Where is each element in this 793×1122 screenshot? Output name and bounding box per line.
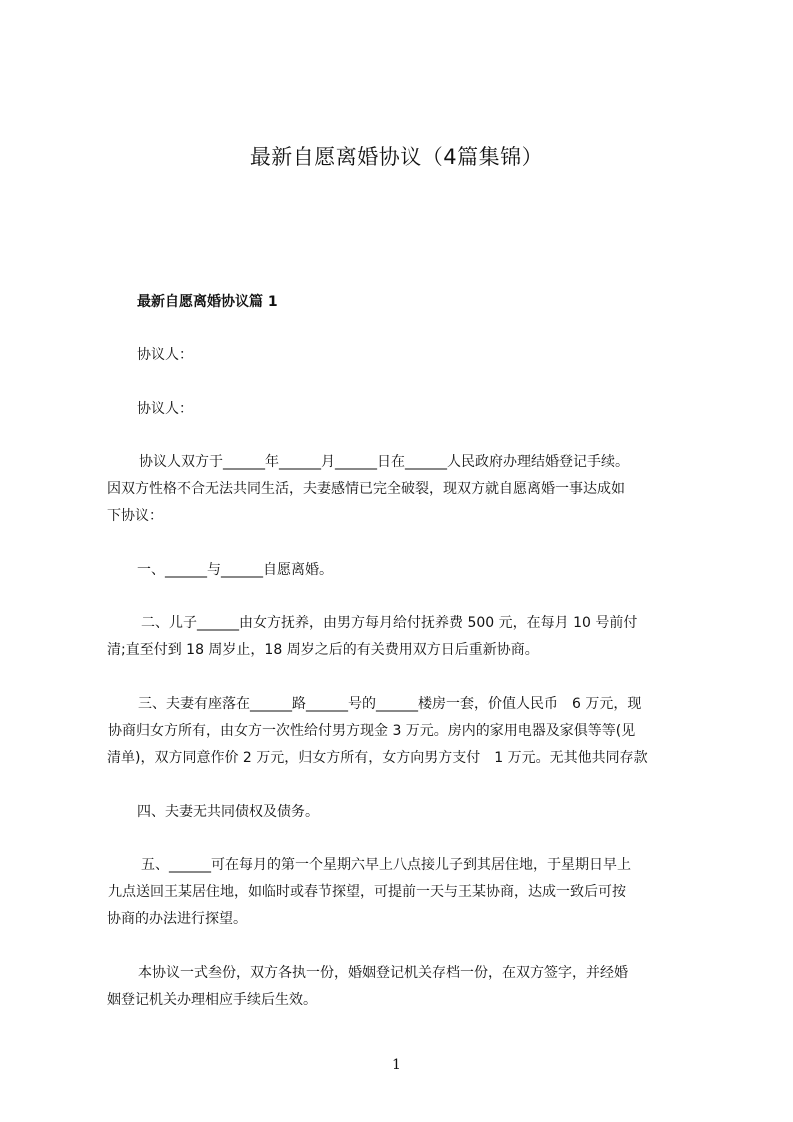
clause-3-line-2: 协商归女方所有，由女方一次性给付男方现金 3 万元。房内的家用电器及家俱等等(见 bbox=[108, 723, 636, 739]
clause-4: 四、夫妻无共同债权及债务。 bbox=[137, 804, 319, 820]
page-number: 1 bbox=[392, 1057, 401, 1073]
clause-5-line-2: 九点送回王某居住地，如临时或春节探望，可提前一天与王某协商，达成一致后可按 bbox=[108, 884, 626, 900]
clause-2-line-2: 清;直至付到 18 周岁止，18 周岁之后的有关费用双方日后重新协商。 bbox=[107, 642, 539, 658]
closing-line-1: 本协议一式叁份，双方各执一份，婚姻登记机关存档一份，在双方签字，并经婚 bbox=[138, 965, 628, 981]
clause-5-line-1: 五、______可在每月的第一个星期六早上八点接儿子到其居住地，于星期日早上 bbox=[141, 857, 631, 873]
intro-line-3: 下协议： bbox=[107, 508, 163, 524]
party-2-label: 协议人： bbox=[137, 401, 193, 417]
party-1-label: 协议人： bbox=[137, 347, 193, 363]
clause-1: 一、______与______自愿离婚。 bbox=[137, 562, 333, 578]
intro-line-1: 协议人双方于______年______月______日在______人民政府办理结婚登记手续。 bbox=[139, 454, 629, 470]
clause-2-line-1: 二、儿子______由女方抚养，由男方每月给付抚养费 500 元，在每月 10 号前付 bbox=[141, 615, 638, 631]
clause-3-line-3: 清单)，双方同意作价 2 万元，归女方所有，女方向男方支付 1 万元。无其他共同存款 bbox=[107, 750, 648, 766]
intro-line-2: 因双方性格不合无法共同生活，夫妻感情已完全破裂，现双方就自愿离婚一事达成如 bbox=[107, 481, 625, 497]
clause-3-line-1: 三、夫妻有座落在______路______号的______楼房一套，价值人民币 6 万元，现 bbox=[138, 696, 642, 712]
page-title: 最新自愿离婚协议（4篇集锦） bbox=[249, 145, 544, 169]
closing-line-2: 姻登记机关办理相应手续后生效。 bbox=[107, 992, 317, 1008]
section-heading: 最新自愿离婚协议篇 1 bbox=[137, 294, 278, 310]
clause-5-line-3: 协商的办法进行探望。 bbox=[107, 911, 247, 927]
